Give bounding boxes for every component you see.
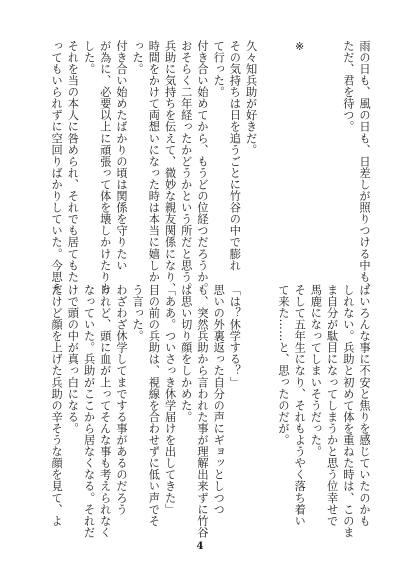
text-line: おそらく二年経ったかどうかという所だと思う。 — [179, 40, 193, 295]
text-line: 思いの外裏返った自分の声にギョッとしつつ — [212, 284, 226, 515]
text-line: しれない。兵助と初めて体を重ねた時は、このま — [341, 284, 355, 539]
text-line: わざわざ休学してまでする事があるのだろう — [114, 284, 128, 515]
text-line — [307, 40, 323, 272]
text-line: 付き合い始めたばかりの頃は関係を守りたい — [114, 40, 128, 271]
text-line: った。 — [131, 40, 145, 75]
text-line: 兵助に気持ちを伝えて、微妙な親友関係になり、 — [163, 40, 177, 295]
text-line: 時間をかけて両想いになった時は本当に嬉しか — [147, 40, 161, 283]
text-line: ただ、君を待つ。 — [341, 40, 355, 133]
text-line: 付き合い始めてから、もうどの位経つだろうか。 — [195, 40, 209, 295]
text-line: 目の前の兵助は、視線を合わせずに低い声でそ — [147, 284, 161, 527]
text-line: それを当の本人に咎められ、それでも居てもた — [66, 40, 80, 283]
text-line: て行った。 — [212, 40, 226, 98]
text-line: した。 — [82, 40, 96, 75]
text-line: 馬鹿になってしまいそうだった。 — [309, 284, 323, 458]
text-line: けで頭の中が真っ白になる。 — [66, 284, 80, 435]
lower-text-block — [48, 284, 372, 539]
text-line — [259, 40, 275, 272]
text-line: は思い切り顔をしかめた。 — [179, 284, 193, 423]
text-line: 「は？休学する？」 — [228, 284, 242, 388]
text-line: その気持ちは日を追うごとに竹谷の中で膨れ — [228, 40, 242, 271]
text-line: ばいろんな事に不安と焦りを感じていたのかも — [358, 284, 371, 527]
text-line: ってもいられずに空回りばかりしていた。今思え — [50, 40, 64, 295]
upper-text-block — [48, 40, 372, 295]
text-line — [242, 284, 258, 524]
text-line — [259, 284, 275, 524]
text-line: だけど顔を上げた兵助の辛そうな顔を見て、よ — [50, 284, 64, 527]
text-line: て来た……と、思ったのだが。 — [276, 284, 290, 446]
text-line: 「ああ。ついさっき休学届けを出してきた」 — [163, 284, 177, 515]
text-line: そして五年生になり、それもようやく落ち着い — [293, 284, 307, 527]
page-number: 4 — [196, 541, 204, 552]
text-line: 雨の日も、風の日も、日差しが照りつける中も、 — [358, 40, 371, 295]
text-line: が為に、必要以上に頑張って体を壊しかけたりも — [98, 40, 112, 295]
text-line — [275, 40, 291, 272]
text-line: けれど、頭に血が上ってそんな事も考えられなく — [98, 284, 112, 539]
text-line: う言った。 — [131, 284, 145, 342]
text-line: 久々知兵助が好きだ。 — [244, 40, 258, 156]
text-line: も、突然兵助から言われた事が理解出来ずに竹谷 — [195, 284, 209, 539]
text-line — [323, 40, 339, 272]
text-line: ま自分が駄目になってしまうかと思う位幸せで — [325, 284, 339, 527]
text-line: なっていた。兵助がここから居なくなる。それだ — [82, 284, 96, 539]
text-line: ※ — [293, 40, 307, 54]
